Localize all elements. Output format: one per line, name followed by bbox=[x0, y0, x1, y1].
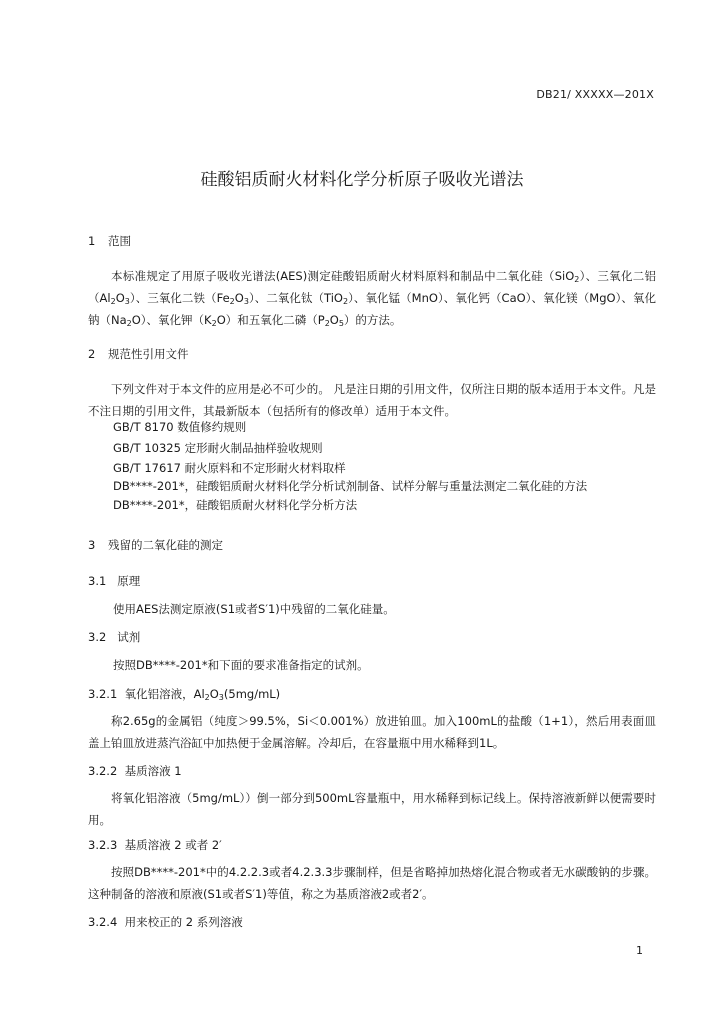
reference-item: DB****-201*，硅酸铝质耐火材料化学分析方法 bbox=[113, 498, 358, 512]
normative-intro: 下列文件对于本文件的应用是必不可少的。 凡是注日期的引用文件，仅所注日期的版本适用于本文件。凡是不注日期的引用文件，其最新版本（包括所有的修改单）适用于本文件。 bbox=[88, 382, 656, 418]
subsection-3-2-4-heading: 3.2.4 用来校正的 2 系列溶液 bbox=[88, 915, 243, 929]
section-title: 残留的二氧化硅的测定 bbox=[108, 538, 223, 552]
matrix-solution-1-text: 将氧化铝溶液（5mg/mL））倒一部分到500mL容量瓶中，用水稀释到标记线上。保持溶液新鲜以便需要时用。 bbox=[88, 791, 656, 827]
page-number: 1 bbox=[636, 944, 643, 957]
section-2-heading bbox=[88, 346, 189, 362]
reference-item: GB/T 17617 耐火原料和不定形耐火材料取样 bbox=[113, 461, 346, 475]
document-code: DB21/ XXXXX—201X bbox=[536, 88, 654, 101]
alumina-solution-text: 称2.65g的金属铝（纯度＞99.5%，Si＜0.001%）放进铂皿。加入100mL的盐酸（1+1），然后用表面皿盖上铂皿放进蒸汽浴缸中加热便于金属溶解。冷却后，在容量瓶中用水稀释到1L。 bbox=[88, 714, 656, 750]
section-number: 2 bbox=[88, 347, 96, 361]
scope-paragraph: 本标准规定了用原子吸收光谱法(AES)测定硅酸铝质耐火材料原料和制品中二氧化硅（SiO$_2$）、三氧化二铝$(Al_2O_3)$、三氧化二铁$(Fe_2O_3)$、二氧化钛（TiO$_2$）、氧化锰（MnO）、氧化钙（CaO）、氧化镁（MgO）、氧化钠$(Na_2O)$、氧化钾$(K_2O)$和五氧化二磷$(P_2O_5)$的方法。 bbox=[88, 269, 657, 328]
section-3-heading bbox=[88, 537, 223, 553]
section-1-heading bbox=[88, 233, 131, 249]
subsection-3-2-heading: 3.2 试剂 bbox=[88, 630, 141, 644]
subsection-3-1-heading: 3.1 原理 bbox=[88, 574, 141, 588]
section-number: 1 bbox=[88, 234, 96, 248]
matrix-solution-2-text: 按照DB****-201*中的4.2.2.3或者4.2.3.3步骤制样，但是省略掉加热熔化混合物或者无水碳酸钠的步骤。这种制备的溶液和原液(S1或者S′1)等值，称之为基质溶液2或者2′。 bbox=[88, 865, 656, 901]
section-number: 3 bbox=[88, 538, 96, 552]
reagent-text: 按照DB****-201*和下面的要求准备指定的试剂。 bbox=[113, 658, 369, 672]
reference-item: GB/T 8170 数值修约规则 bbox=[113, 420, 247, 434]
subsection-3-2-3-heading: 3.2.3 基质溶液 2 或者 2′ bbox=[88, 838, 222, 852]
section-title: 规范性引用文件 bbox=[108, 347, 189, 361]
page-title: 硅酸铝质耐火材料化学分析原子吸收光谱法 bbox=[200, 170, 524, 190]
reference-item: DB****-201*，硅酸铝质耐火材料化学分析试剂制备、试样分解与重量法测定二氧化硅的方法 bbox=[113, 479, 588, 493]
reference-item: GB/T 10325 定形耐火制品抽样验收规则 bbox=[113, 441, 323, 455]
subsection-3-2-2-heading: 3.2.2 基质溶液 1 bbox=[88, 764, 182, 778]
subsection-3-2-1-heading: 3.2.1 氧化铝溶液，$Al_2O_3(5mg/mL)$ bbox=[88, 687, 281, 702]
section-title: 范围 bbox=[108, 234, 131, 248]
principle-text: 使用AES法测定原液(S1或者S′1)中残留的二氧化硅量。 bbox=[113, 602, 395, 616]
